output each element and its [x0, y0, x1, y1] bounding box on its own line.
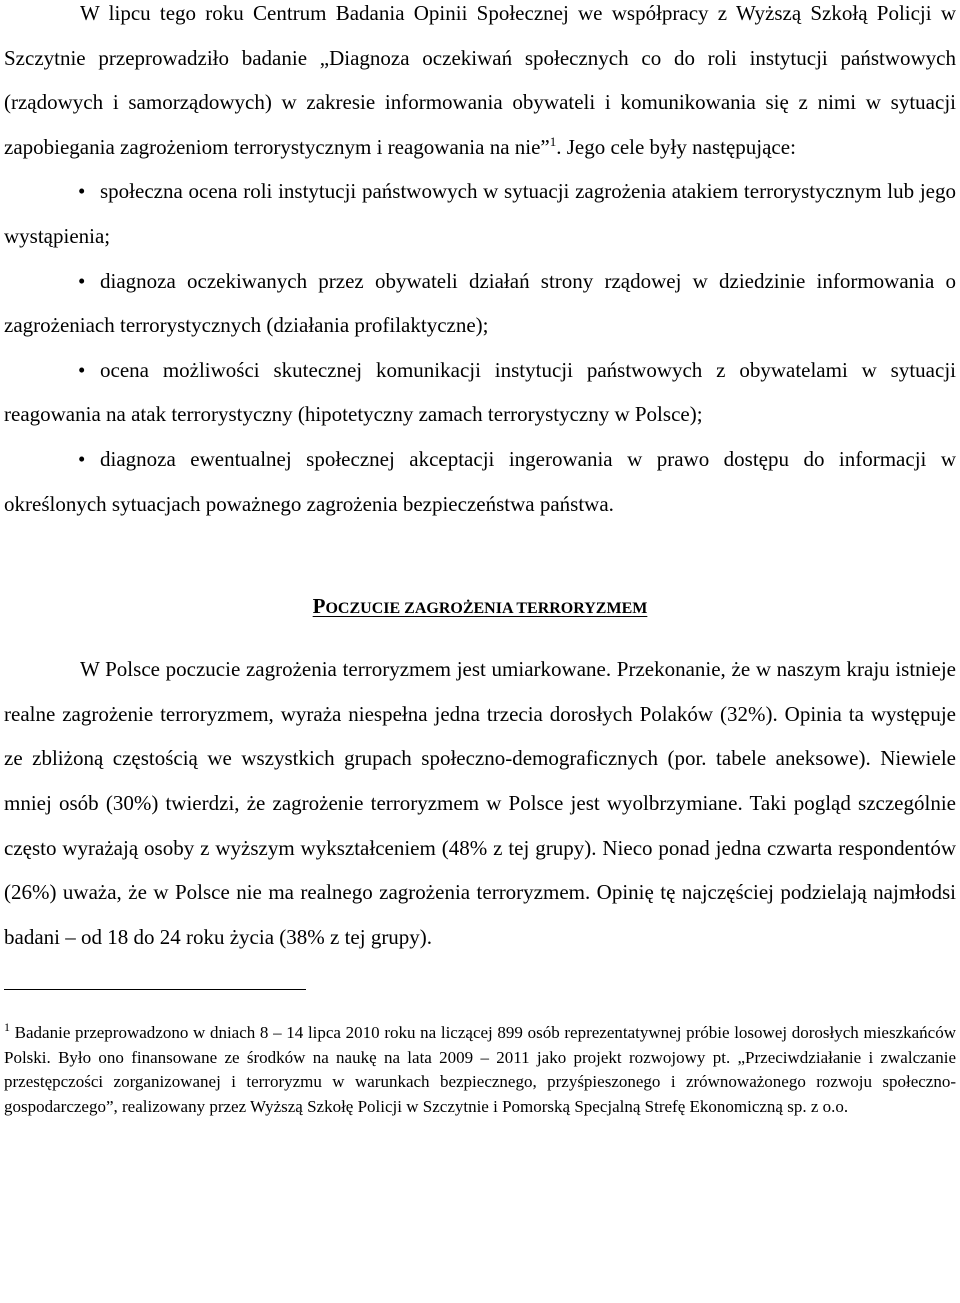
footnote	[4, 1021, 956, 1119]
section-heading-rest: OCZUCIE ZAGROŻENIA TERRORYZMEM	[325, 600, 648, 618]
list-item	[4, 437, 956, 526]
intro-paragraph	[4, 0, 956, 169]
section-heading-initial: P	[312, 594, 326, 619]
section-heading	[4, 584, 956, 631]
footnote-number: 1	[4, 1020, 10, 1035]
page-content	[4, 0, 956, 1137]
footnote-text: Badanie przeprowadzono w dniach 8 – 14 lipca 2010 roku na liczącej 899 osób reprezentatywnej próbie losowej dorosłych mieszkańców Polski. Było ono finansowane ze środków na naukę na lata 2009 – 2011 jako projekt rozwojowy pt. „Przeciwdziałanie i zwalczanie przestępczości zorganizowanej i terroryzmu w warunkach bezpiecznego, przyśpieszonego i zrównoważonego rozwoju społeczno-gospodarczego”, realizowany przez Wyższą Szkołę Policji w Szczytnie i Pomorską Specjalną Strefę Ekonomiczną sp. z o.o.	[4, 1023, 956, 1117]
section-paragraph: W Polsce poczucie zagrożenia terroryzmem jest umiarkowane. Przekonanie, że w naszym kraju istnieje realne zagrożenie terroryzmem, wyraża niespełna jedna trzecia dorosłych Polaków (32%). Opinia ta występuje ze zbliżoną częstością we wszystkich grupach społeczno-demograficznych (por. tabele aneksowe). Niewiele mniej osób (30%) twierdzi, że zagrożenie terroryzmem w Polsce jest wyolbrzymiane. Taki pogląd szczególnie często wyrażają osoby z wyższym wykształceniem (48% z tej grupy). Nieco ponad jedna czwarta respondentów (26%) uważa, że w Polsce nie ma realnego zagrożenia terroryzmem. Opinię tę najczęściej podzielają najmłodsi badani – od 18 do 24 roku życia (38% z tej grupy).	[4, 657, 956, 949]
intro-text: W lipcu tego roku Centrum Badania Opinii Społecznej we współpracy z Wyższą Szkołą Policji w Szczytnie przeprowadziło badanie „Diagnoza oczekiwań społecznych co do roli instytucji państwowych (rządowych i samorządowych) w zakresie informowania obywateli i komunikowania się z nimi w sytuacji zapobiegania zagrożeniom terrorystycznym i reagowania na nie”	[4, 1, 956, 159]
list-item-text: diagnoza oczekiwanych przez obywateli działań strony rządowej w dziedzinie informowania o zagrożeniach terrorystycznych (działania profilaktyczne);	[4, 268, 956, 338]
footnote-reference[interactable]: 1	[549, 133, 557, 149]
goals-list	[4, 169, 956, 526]
bullet-icon: •	[78, 446, 86, 471]
list-item-text: społeczna ocena roli instytucji państwowych w sytuacji zagrożenia atakiem terrorystycznym lub jego wystąpienia;	[4, 179, 956, 248]
list-item	[4, 169, 956, 258]
list-item	[4, 259, 956, 348]
bullet-icon: •	[78, 179, 86, 204]
intro-text-end: . Jego cele były następujące:	[556, 134, 796, 159]
list-item	[4, 348, 956, 437]
list-item-text: ocena możliwości skutecznej komunikacji instytucji państwowych z obywatelami w sytuacji reagowania na atak terrorystyczny (hipotetyczny zamach terrorystyczny w Polsce);	[4, 357, 956, 427]
bullet-icon: •	[78, 268, 86, 293]
footnote-separator	[4, 989, 306, 990]
bullet-icon: •	[78, 357, 86, 382]
list-item-text: diagnoza ewentualnej społecznej akceptacji ingerowania w prawo dostępu do informacji w określonych sytuacjach poważnego zagrożenia bezpieczeństwa państwa.	[4, 446, 956, 516]
